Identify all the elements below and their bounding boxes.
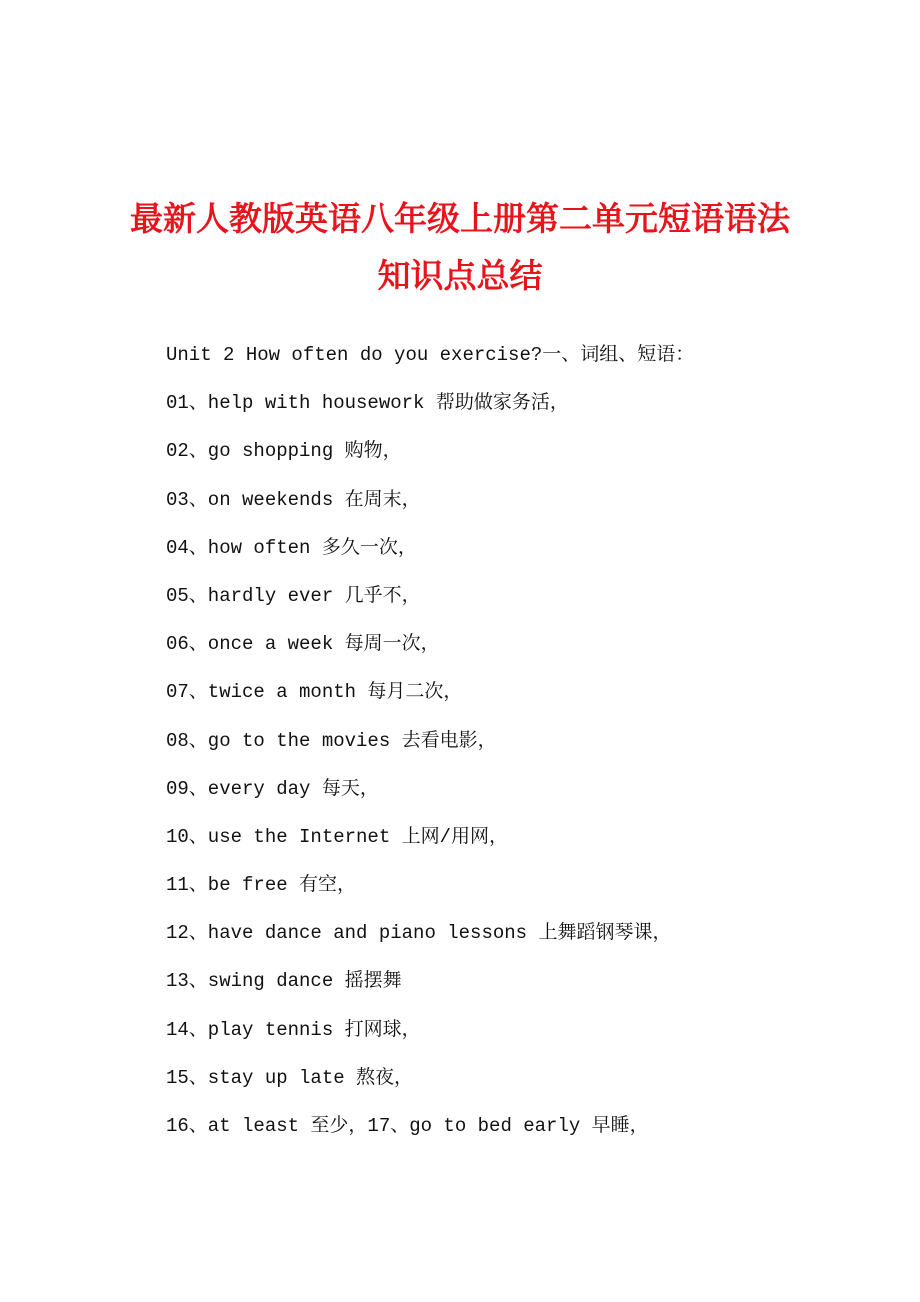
list-item: 08、go to the movies 去看电影， — [166, 729, 497, 752]
list-item: 03、on weekends 在周末， — [166, 488, 421, 511]
list-item: 15、stay up late 熬夜， — [166, 1066, 414, 1089]
list-item: 14、play tennis 打网球， — [166, 1018, 421, 1041]
list-item: 07、twice a month 每月二次， — [166, 681, 463, 704]
title-line-2: 知识点总结 — [377, 256, 543, 295]
list-item: 12、have dance and piano lessons 上舞蹈钢琴课， — [166, 922, 672, 945]
list-item: 04、how often 多久一次， — [166, 536, 417, 559]
list-item: 06、once a week 每周一次， — [166, 633, 440, 656]
list-item: 11、be free 有空， — [166, 874, 357, 897]
list-item: 01、help with housework 帮助做家务活， — [166, 392, 569, 415]
list-item: 10、use the Internet 上网/用网， — [166, 825, 509, 848]
document-title — [0, 190, 920, 304]
title-line-1: 最新人教版英语八年级上册第二单元短语语法 — [130, 199, 790, 238]
list-item: 05、hardly ever 几乎不， — [166, 584, 421, 607]
list-item: 09、every day 每天， — [166, 777, 379, 800]
list-item: 02、go shopping 购物， — [166, 440, 402, 463]
phrase-list — [166, 340, 694, 1159]
list-item: 13、swing dance 摇摆舞 — [166, 970, 402, 993]
list-item: 16、at least 至少，17、go to bed early 早睡， — [166, 1115, 649, 1137]
intro-line: Unit 2 How often do you exercise?一、词组、短语： — [166, 344, 695, 366]
